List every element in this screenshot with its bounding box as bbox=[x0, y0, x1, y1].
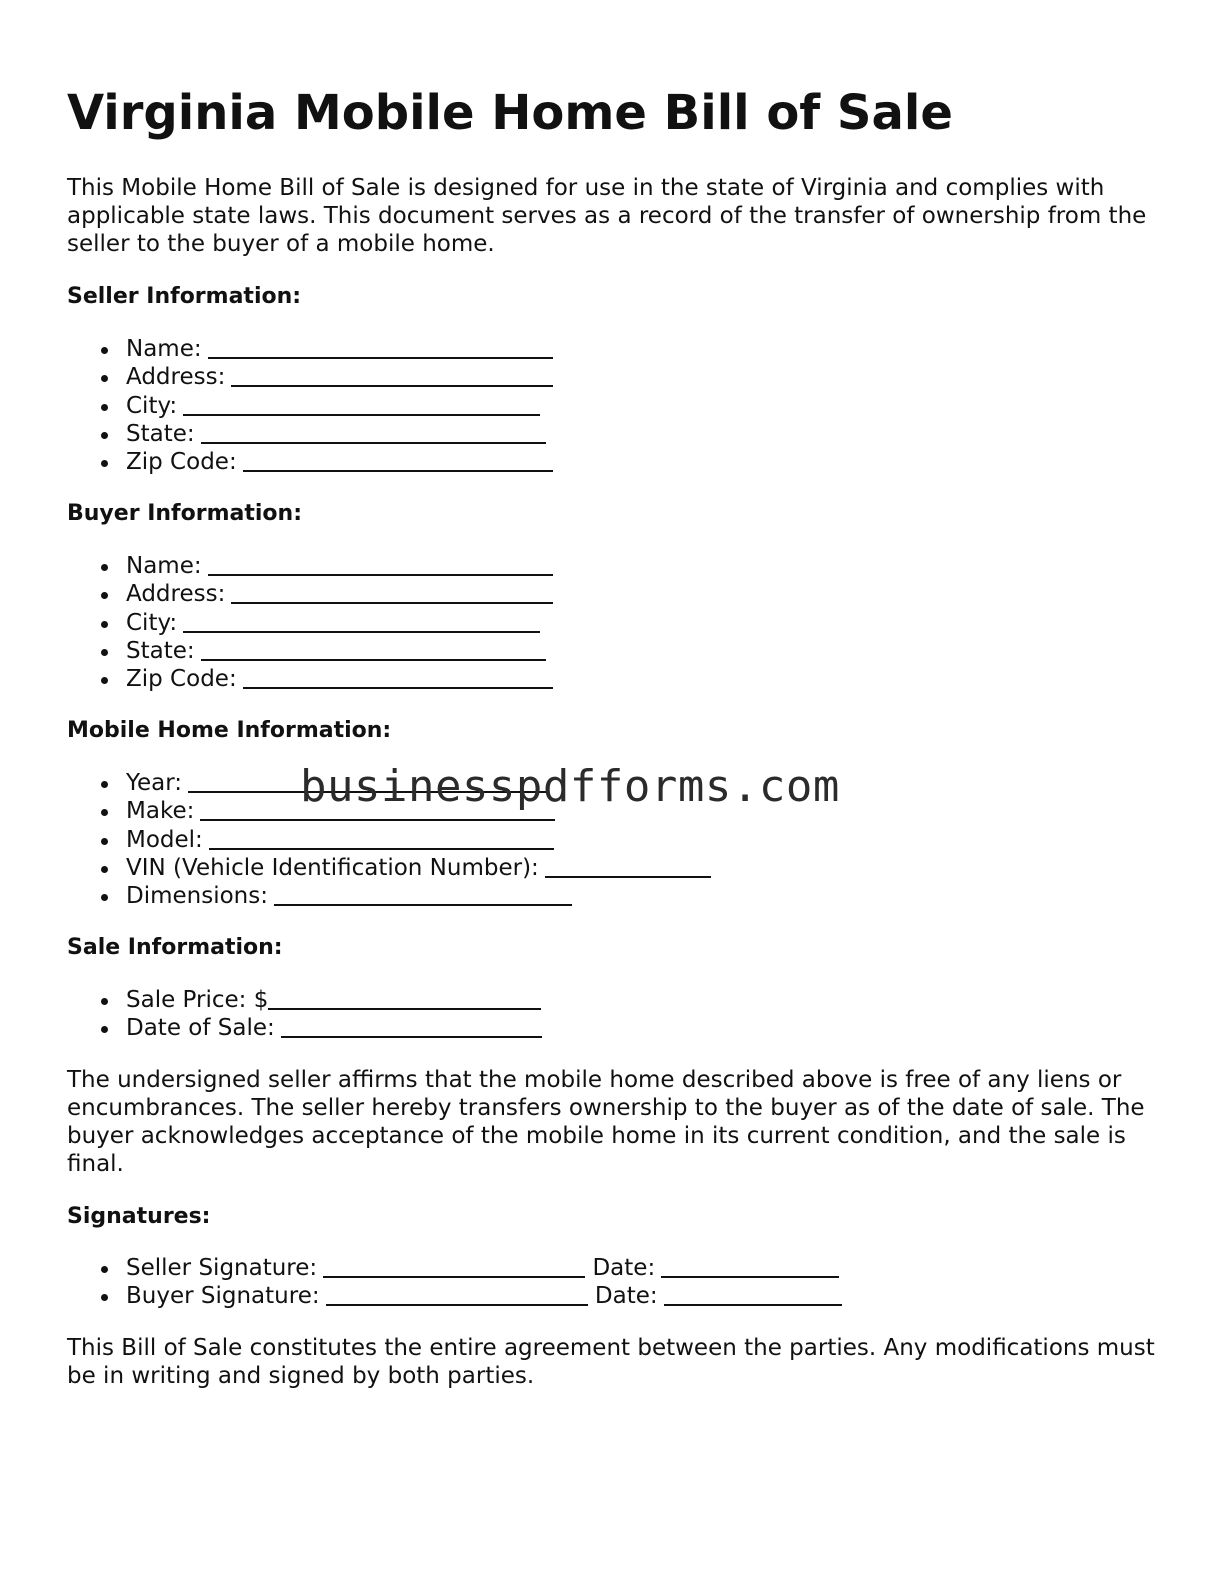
buyer-state-field[interactable]: State: bbox=[67, 637, 553, 665]
seller-signature-line[interactable] bbox=[323, 1254, 585, 1278]
sale-price-line[interactable] bbox=[268, 986, 541, 1010]
sale-date-line[interactable] bbox=[281, 1014, 542, 1038]
signature-fields bbox=[67, 1254, 842, 1311]
sale-fields bbox=[67, 986, 542, 1043]
buyer-city-field[interactable]: City: bbox=[67, 609, 553, 637]
watermark-text: businesspdfforms.com bbox=[300, 761, 840, 812]
seller-address-line[interactable] bbox=[231, 363, 553, 387]
home-vin-line[interactable] bbox=[545, 854, 711, 878]
seller-name-line[interactable] bbox=[208, 335, 553, 359]
home-dimensions-field[interactable]: Dimensions: bbox=[67, 882, 711, 910]
home-dimensions-line[interactable] bbox=[274, 882, 572, 906]
document-title: Virginia Mobile Home Bill of Sale bbox=[67, 85, 953, 141]
buyer-zip-line[interactable] bbox=[243, 665, 553, 689]
seller-city-field[interactable]: City: bbox=[67, 392, 553, 420]
buyer-date-line[interactable] bbox=[664, 1282, 842, 1306]
seller-fields bbox=[67, 335, 553, 476]
home-model-line[interactable] bbox=[209, 826, 554, 850]
affirmation-paragraph: The undersigned seller affirms that the mobile home described above is free of any liens or encumbrances. The seller hereby transfers ownership to the buyer as of the date of sale. The buyer acknowledges acceptance of the mobile home in its current condition, and the sale is final. bbox=[67, 1067, 1145, 1177]
buyer-fields bbox=[67, 552, 553, 693]
seller-heading: Seller Information: bbox=[67, 284, 302, 309]
buyer-name-line[interactable] bbox=[208, 552, 553, 576]
buyer-address-field[interactable]: Address: bbox=[67, 580, 553, 608]
buyer-zip-field[interactable]: Zip Code: bbox=[67, 665, 553, 693]
seller-city-line[interactable] bbox=[183, 392, 540, 416]
closing-paragraph: This Bill of Sale constitutes the entire agreement between the parties. Any modifications must be in writing and signed by both parties. bbox=[67, 1335, 1155, 1389]
buyer-city-line[interactable] bbox=[183, 609, 540, 633]
home-model-field[interactable]: Model: bbox=[67, 826, 711, 854]
buyer-address-line[interactable] bbox=[231, 580, 553, 604]
seller-zip-line[interactable] bbox=[243, 448, 553, 472]
seller-signature-field[interactable]: Seller Signature: Date: bbox=[67, 1254, 842, 1282]
seller-state-field[interactable]: State: bbox=[67, 420, 553, 448]
seller-address-field[interactable]: Address: bbox=[67, 363, 553, 391]
buyer-heading: Buyer Information: bbox=[67, 501, 302, 526]
seller-date-line[interactable] bbox=[661, 1254, 839, 1278]
seller-name-field[interactable]: Name: bbox=[67, 335, 553, 363]
signatures-heading: Signatures: bbox=[67, 1204, 211, 1229]
sale-date-field[interactable]: Date of Sale: bbox=[67, 1014, 542, 1042]
buyer-name-field[interactable]: Name: bbox=[67, 552, 553, 580]
home-vin-field[interactable]: VIN (Vehicle Identification Number): bbox=[67, 854, 711, 882]
intro-paragraph: This Mobile Home Bill of Sale is designed for use in the state of Virginia and complies with applicable state laws. This document serves as a record of the transfer of ownership from the seller to the buyer of a mobile home. bbox=[67, 175, 1147, 257]
sale-heading: Sale Information: bbox=[67, 935, 283, 960]
seller-zip-field[interactable]: Zip Code: bbox=[67, 448, 553, 476]
buyer-signature-field[interactable]: Buyer Signature: Date: bbox=[67, 1282, 842, 1310]
home-year-field[interactable]: Year: bbox=[67, 769, 711, 797]
home-make-field[interactable]: Make: bbox=[67, 797, 711, 825]
home-heading: Mobile Home Information: bbox=[67, 718, 392, 743]
buyer-signature-line[interactable] bbox=[326, 1282, 588, 1306]
sale-price-field[interactable]: Sale Price: $ bbox=[67, 986, 542, 1014]
seller-state-line[interactable] bbox=[201, 420, 546, 444]
buyer-state-line[interactable] bbox=[201, 637, 546, 661]
